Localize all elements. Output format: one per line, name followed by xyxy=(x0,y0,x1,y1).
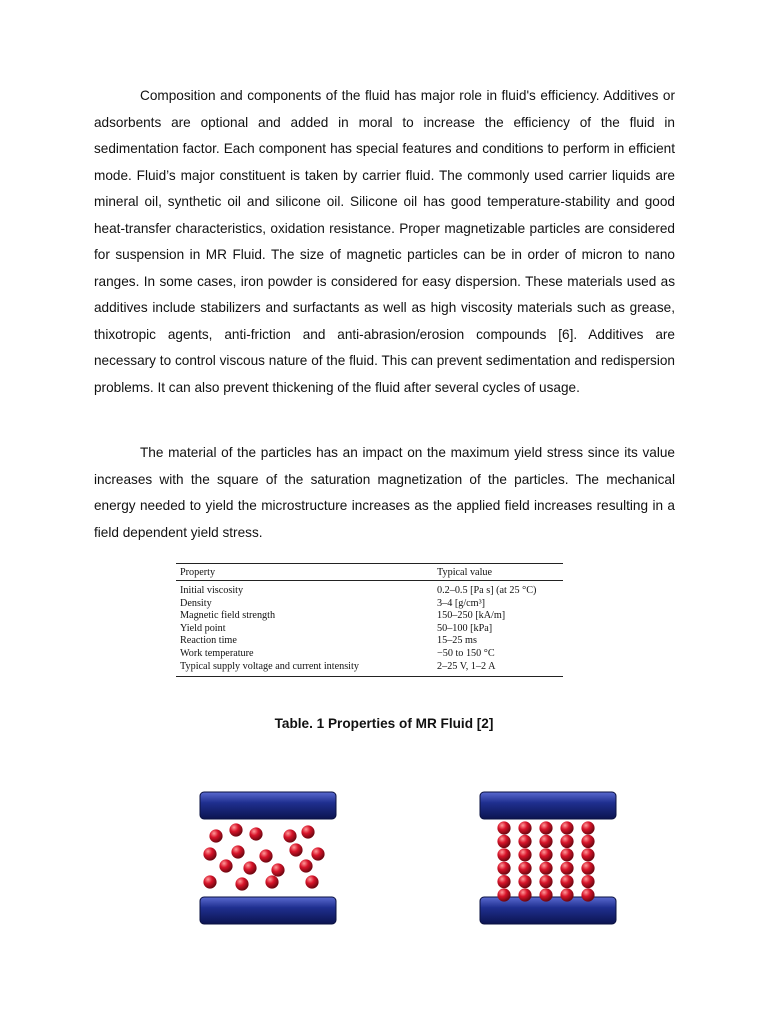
particle xyxy=(539,888,552,901)
table-row xyxy=(176,661,563,677)
particle xyxy=(235,877,248,890)
particle xyxy=(581,888,594,901)
table-row xyxy=(176,610,563,623)
particle xyxy=(518,875,531,888)
particle xyxy=(518,862,531,875)
particle xyxy=(560,835,573,848)
particle xyxy=(259,849,272,862)
particle xyxy=(301,825,314,838)
particle xyxy=(299,859,312,872)
off-state-svg xyxy=(198,788,338,928)
particle xyxy=(283,829,296,842)
particle xyxy=(497,848,510,861)
table-row xyxy=(176,581,563,598)
value-cell: 2–25 V, 1–2 A xyxy=(433,661,563,677)
property-cell: Initial viscosity xyxy=(180,585,244,596)
particle xyxy=(497,862,510,875)
table-row xyxy=(176,635,563,648)
particle xyxy=(229,823,242,836)
particle xyxy=(203,875,216,888)
particle xyxy=(581,862,594,875)
particle xyxy=(581,821,594,834)
particle xyxy=(209,829,222,842)
particle xyxy=(231,845,244,858)
header-property: Property xyxy=(176,564,433,581)
particle xyxy=(539,875,552,888)
particle xyxy=(305,875,318,888)
particle xyxy=(311,847,324,860)
particle xyxy=(203,847,216,860)
paragraph-composition: Composition and components of the fluid has major role in fluid's efficiency. Additives or adsorbents are optional and added in moral to increase the efficiency of the fluid in sedimentation factor. Each component has special features and conditions to perform in efficient mode. Fluid’s major constituent is taken by carrier fluid. The commonly used carrier liquids are mineral oil, synthetic oil and silicone oil. Silicone oil has good temperature-stability and good heat-transfer characteristics, oxidation resistance. Proper magnetizable particles are considered for suspension in MR Fluid. The size of magnetic particles can be in order of micron to nano ranges. In some cases, iron powder is considered for easy dispersion. These materials used as additives include stabilizers and surfactants as well as high viscosity materials such as grease, thixotropic agents, anti-friction and anti-abrasion/erosion compounds [6]. Additives are necessary to control viscous nature of the fluid. This can prevent sedimentation and redispersion problems. It can also prevent thickening of the fluid after several cycles of usage. xyxy=(94,88,675,395)
properties-table xyxy=(176,563,563,677)
particle xyxy=(249,827,262,840)
property-cell: Magnetic field strength xyxy=(180,610,276,622)
particle xyxy=(539,848,552,861)
particle xyxy=(560,875,573,888)
mr-fluid-off-state-diagram xyxy=(198,788,338,928)
paragraph-particle-material: The material of the particles has an impact on the maximum yield stress since its value increases with the square of the saturation magnetization of the particles. The mechanical energy needed to yield the microstructure increases as the applied field increases resulting in a field dependent yield stress. xyxy=(94,445,675,540)
table-row xyxy=(176,623,563,636)
mr-fluid-on-state-diagram xyxy=(478,788,618,928)
property-cell: Reaction time xyxy=(180,635,237,647)
particle xyxy=(581,835,594,848)
value-cell: −50 to 150 °C xyxy=(437,647,495,659)
value-cell: 150–250 [kA/m] xyxy=(437,610,506,622)
value-cell: 0.2–0.5 [Pa s] (at 25 °C) xyxy=(437,585,537,596)
particle xyxy=(497,888,510,901)
particle xyxy=(581,848,594,861)
top-plate xyxy=(480,792,616,819)
header-typical-value: Typical value xyxy=(433,564,563,581)
particle xyxy=(497,875,510,888)
particle xyxy=(518,821,531,834)
particle xyxy=(539,835,552,848)
particle xyxy=(518,848,531,861)
particle xyxy=(518,888,531,901)
property-cell: Density xyxy=(180,597,212,609)
property-cell: Work temperature xyxy=(180,647,254,659)
particle xyxy=(497,835,510,848)
particle xyxy=(560,821,573,834)
particle xyxy=(560,848,573,861)
particle xyxy=(271,863,284,876)
value-cell: 50–100 [kPa] xyxy=(437,622,493,634)
top-plate xyxy=(200,792,336,819)
bottom-plate xyxy=(200,897,336,924)
particle xyxy=(539,821,552,834)
table-row xyxy=(176,598,563,611)
property-cell: Typical supply voltage and current intensity xyxy=(176,661,433,677)
table-row xyxy=(176,648,563,661)
value-cell: 3–4 [g/cm³] xyxy=(437,597,486,609)
particle xyxy=(289,843,302,856)
particle xyxy=(581,875,594,888)
particle xyxy=(219,859,232,872)
value-cell: 15–25 ms xyxy=(437,635,477,647)
particle xyxy=(539,862,552,875)
particle xyxy=(518,835,531,848)
particle xyxy=(265,875,278,888)
particle xyxy=(560,888,573,901)
property-cell: Yield point xyxy=(180,622,226,634)
on-state-svg xyxy=(478,788,618,928)
particle xyxy=(497,821,510,834)
particle xyxy=(560,862,573,875)
table-header-row xyxy=(176,564,563,581)
table-caption: Table. 1 Properties of MR Fluid [2] xyxy=(274,716,494,731)
particle xyxy=(243,861,256,874)
